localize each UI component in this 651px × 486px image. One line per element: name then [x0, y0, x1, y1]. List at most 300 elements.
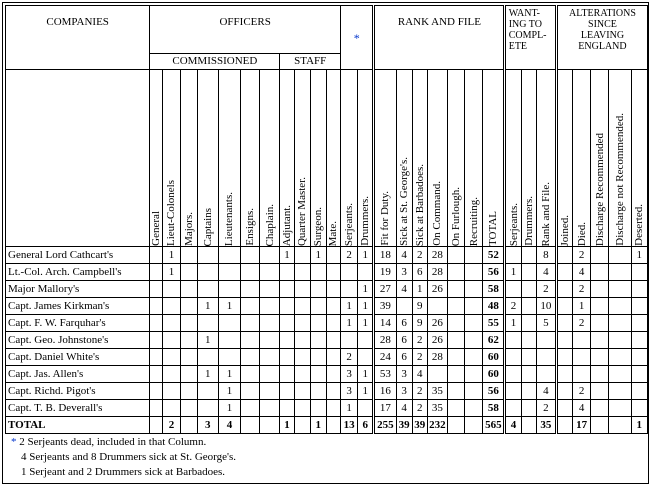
table-cell: [294, 332, 310, 349]
column-header: [294, 70, 310, 247]
table-cell: 1: [310, 417, 326, 434]
table-cell: [280, 400, 294, 417]
company-name: General Lord Cathcart's: [6, 247, 150, 264]
table-cell: 3: [396, 264, 412, 281]
table-cell: [280, 315, 294, 332]
table-cell: 6: [396, 315, 412, 332]
table-cell: [427, 366, 447, 383]
table-cell: [573, 366, 591, 383]
column-header-label: TOTAL: [487, 211, 500, 246]
table-cell: 56: [483, 383, 505, 400]
table-cell: [197, 281, 218, 298]
table-cell: [280, 264, 294, 281]
table-cell: [358, 332, 374, 349]
return-table: [5, 5, 648, 434]
table-cell: [326, 366, 340, 383]
column-header-label: Fit for Duty.: [379, 191, 392, 246]
table-cell: [591, 349, 609, 366]
table-row: [6, 366, 648, 383]
table-cell: [556, 417, 572, 434]
table-cell: 1: [631, 247, 647, 264]
table-cell: [609, 264, 631, 281]
table-cell: [260, 400, 280, 417]
table-cell: [180, 298, 197, 315]
table-cell: [310, 264, 326, 281]
footnote-3: 1 Serjeant and 2 Drummers sick at Barbadoes.: [21, 466, 226, 478]
table-cell: [180, 315, 197, 332]
table-cell: 2: [573, 247, 591, 264]
table-cell: [260, 264, 280, 281]
table-cell: [465, 298, 483, 315]
table-cell: [310, 332, 326, 349]
table-cell: [150, 417, 163, 434]
table-cell: [591, 400, 609, 417]
companies-col-blank: [6, 70, 150, 247]
table-cell: 52: [483, 247, 505, 264]
column-header-label: Rank and File.: [539, 181, 552, 246]
table-cell: [465, 366, 483, 383]
table-row: [6, 281, 648, 298]
table-cell: [180, 349, 197, 366]
column-header: [536, 70, 556, 247]
table-cell: [447, 332, 464, 349]
table-cell: [326, 247, 340, 264]
table-cell: [163, 349, 180, 366]
table-cell: 2: [536, 281, 556, 298]
table-cell: [631, 383, 647, 400]
table-cell: [260, 315, 280, 332]
column-header-label: Lieutenants.: [223, 191, 236, 246]
column-header-label: On Furlough.: [450, 186, 463, 246]
table-cell: 3: [197, 417, 218, 434]
table-cell: [260, 332, 280, 349]
table-cell: [447, 247, 464, 264]
table-cell: 48: [483, 298, 505, 315]
table-cell: [427, 298, 447, 315]
table-cell: [465, 349, 483, 366]
total-row: [6, 417, 648, 434]
table-cell: [180, 264, 197, 281]
table-cell: [241, 298, 260, 315]
column-header-label: Drummers.: [359, 196, 372, 246]
table-cell: [163, 383, 180, 400]
return-document: [2, 2, 649, 484]
alterations-header: ALTERATIONS SINCE LEAVING ENGLAND: [556, 6, 647, 70]
table-cell: 1: [197, 332, 218, 349]
table-cell: [556, 281, 572, 298]
table-cell: 2: [505, 298, 521, 315]
table-cell: 255: [374, 417, 396, 434]
table-cell: [609, 315, 631, 332]
table-cell: 26: [427, 281, 447, 298]
table-cell: [310, 383, 326, 400]
table-cell: [591, 366, 609, 383]
table-cell: [447, 400, 464, 417]
table-cell: [631, 366, 647, 383]
table-cell: [180, 366, 197, 383]
table-cell: [591, 383, 609, 400]
column-header-label: Joined.: [559, 214, 572, 246]
table-cell: [609, 383, 631, 400]
table-cell: 1: [163, 264, 180, 281]
company-name: Lt.-Col. Arch. Campbell's: [6, 264, 150, 281]
column-header-label: Died.: [575, 221, 588, 246]
table-cell: 2: [573, 315, 591, 332]
table-cell: [197, 247, 218, 264]
table-cell: 1: [631, 417, 647, 434]
column-header-label: Serjeants.: [343, 202, 356, 246]
table-cell: 4: [536, 383, 556, 400]
table-cell: [609, 247, 631, 264]
table-cell: 1: [358, 298, 374, 315]
table-cell: [609, 332, 631, 349]
column-header-label: Recruiting.: [467, 196, 480, 246]
table-cell: [294, 264, 310, 281]
table-cell: [280, 298, 294, 315]
table-row: [6, 383, 648, 400]
table-cell: [447, 298, 464, 315]
wanting-header: WANT-ING TO COMPL-ETE: [505, 6, 556, 70]
table-cell: 8: [536, 247, 556, 264]
companies-header: COMPANIES: [6, 6, 150, 70]
table-cell: 1: [341, 315, 358, 332]
column-header: [180, 70, 197, 247]
table-cell: [310, 366, 326, 383]
column-header: [260, 70, 280, 247]
table-cell: [150, 332, 163, 349]
table-cell: [310, 281, 326, 298]
table-cell: [180, 417, 197, 434]
table-cell: 3: [396, 383, 412, 400]
table-cell: [310, 298, 326, 315]
table-cell: [197, 349, 218, 366]
column-header: [631, 70, 647, 247]
table-cell: [218, 315, 240, 332]
table-cell: [294, 298, 310, 315]
table-cell: [573, 332, 591, 349]
table-cell: [218, 281, 240, 298]
table-cell: [465, 383, 483, 400]
table-cell: [465, 281, 483, 298]
table-cell: 4: [396, 247, 412, 264]
table-cell: 2: [412, 349, 427, 366]
table-cell: 2: [412, 383, 427, 400]
table-cell: 2: [341, 247, 358, 264]
table-cell: 4: [396, 281, 412, 298]
table-cell: [556, 400, 572, 417]
table-cell: 3: [341, 366, 358, 383]
table-cell: [326, 281, 340, 298]
table-cell: [326, 298, 340, 315]
table-cell: [280, 281, 294, 298]
table-cell: 1: [163, 247, 180, 264]
table-cell: [631, 264, 647, 281]
table-cell: [180, 383, 197, 400]
table-cell: [180, 281, 197, 298]
table-cell: [326, 332, 340, 349]
table-cell: 2: [412, 332, 427, 349]
table-cell: 565: [483, 417, 505, 434]
table-cell: [260, 247, 280, 264]
table-cell: [536, 366, 556, 383]
table-cell: [591, 315, 609, 332]
staff-header: STAFF: [280, 54, 341, 70]
table-row: [6, 349, 648, 366]
column-header: [374, 70, 396, 247]
column-header-label: Sick at St. George's.: [398, 157, 411, 246]
table-cell: 4: [218, 417, 240, 434]
table-cell: [447, 349, 464, 366]
table-cell: 1: [358, 247, 374, 264]
column-header: [310, 70, 326, 247]
table-cell: [294, 366, 310, 383]
table-cell: [241, 366, 260, 383]
table-cell: [218, 349, 240, 366]
table-cell: [241, 417, 260, 434]
table-cell: 27: [374, 281, 396, 298]
column-header: [326, 70, 340, 247]
table-cell: [294, 400, 310, 417]
table-cell: [521, 383, 536, 400]
table-cell: [326, 400, 340, 417]
table-cell: [197, 315, 218, 332]
table-cell: [447, 264, 464, 281]
table-cell: 26: [427, 332, 447, 349]
table-cell: [241, 332, 260, 349]
table-cell: [341, 332, 358, 349]
table-cell: [521, 298, 536, 315]
table-cell: [294, 349, 310, 366]
column-header-label: Lieut-Colonels: [165, 180, 178, 246]
table-cell: 60: [483, 366, 505, 383]
column-header: [483, 70, 505, 247]
table-cell: [218, 264, 240, 281]
table-cell: [326, 315, 340, 332]
column-header: [465, 70, 483, 247]
table-cell: 35: [427, 383, 447, 400]
column-header: [241, 70, 260, 247]
table-cell: [591, 332, 609, 349]
table-cell: [556, 383, 572, 400]
table-cell: [358, 349, 374, 366]
table-cell: 9: [412, 315, 427, 332]
table-cell: [163, 315, 180, 332]
table-cell: 1: [412, 281, 427, 298]
table-cell: [241, 247, 260, 264]
company-name: Major Mallory's: [6, 281, 150, 298]
table-cell: [591, 247, 609, 264]
table-cell: 2: [412, 400, 427, 417]
column-header-label: Chaplain.: [263, 203, 276, 246]
table-cell: [505, 400, 521, 417]
table-cell: [180, 400, 197, 417]
table-cell: 1: [218, 400, 240, 417]
table-cell: 2: [536, 400, 556, 417]
table-cell: [163, 298, 180, 315]
table-cell: [163, 332, 180, 349]
table-cell: [150, 315, 163, 332]
table-cell: [280, 366, 294, 383]
column-header-label: Discharge Recommended: [593, 132, 606, 246]
column-header: [427, 70, 447, 247]
table-cell: [447, 417, 464, 434]
company-name: Capt. F. W. Farquhar's: [6, 315, 150, 332]
table-cell: [447, 383, 464, 400]
company-name: Capt. Jas. Allen's: [6, 366, 150, 383]
table-cell: [556, 315, 572, 332]
table-cell: [631, 400, 647, 417]
table-cell: 28: [427, 247, 447, 264]
table-cell: [465, 264, 483, 281]
table-row: [6, 298, 648, 315]
table-cell: [180, 332, 197, 349]
table-cell: 35: [536, 417, 556, 434]
table-cell: [163, 366, 180, 383]
table-cell: 19: [374, 264, 396, 281]
table-cell: 53: [374, 366, 396, 383]
table-cell: 55: [483, 315, 505, 332]
table-cell: [326, 417, 340, 434]
commissioned-header: COMMISSIONED: [150, 54, 280, 70]
table-cell: [609, 417, 631, 434]
column-header-label: Deserted.: [633, 204, 646, 246]
column-header-label: General: [150, 211, 163, 246]
table-cell: [631, 315, 647, 332]
table-cell: 39: [374, 298, 396, 315]
table-cell: 28: [427, 349, 447, 366]
table-cell: [260, 417, 280, 434]
table-cell: [280, 332, 294, 349]
table-cell: [163, 400, 180, 417]
table-cell: 2: [573, 383, 591, 400]
table-cell: 1: [358, 366, 374, 383]
table-cell: 1: [280, 247, 294, 264]
table-cell: 1: [505, 264, 521, 281]
table-cell: 58: [483, 400, 505, 417]
table-cell: [280, 349, 294, 366]
table-cell: 4: [573, 264, 591, 281]
table-cell: [197, 383, 218, 400]
column-header: [573, 70, 591, 247]
table-cell: 58: [483, 281, 505, 298]
table-cell: 39: [412, 417, 427, 434]
company-name: Capt. Daniel White's: [6, 349, 150, 366]
column-header-label: Ensigns.: [244, 208, 257, 246]
table-cell: [465, 400, 483, 417]
table-cell: [241, 315, 260, 332]
table-cell: [163, 281, 180, 298]
table-cell: [260, 366, 280, 383]
table-cell: [521, 247, 536, 264]
column-header-label: Quarter Master.: [296, 176, 309, 246]
table-cell: 62: [483, 332, 505, 349]
table-cell: 1: [197, 366, 218, 383]
table-cell: [521, 264, 536, 281]
column-header: [556, 70, 572, 247]
table-cell: [150, 366, 163, 383]
table-cell: 28: [374, 332, 396, 349]
table-row: [6, 332, 648, 349]
table-cell: [521, 332, 536, 349]
table-row: [6, 247, 648, 264]
table-cell: [218, 332, 240, 349]
table-cell: 17: [374, 400, 396, 417]
table-cell: [260, 383, 280, 400]
column-header: [218, 70, 240, 247]
table-cell: 1: [358, 315, 374, 332]
table-cell: [358, 264, 374, 281]
table-cell: [591, 264, 609, 281]
table-cell: [465, 315, 483, 332]
table-cell: [505, 349, 521, 366]
column-header: [197, 70, 218, 247]
table-cell: [556, 247, 572, 264]
table-cell: [294, 417, 310, 434]
table-cell: [505, 281, 521, 298]
table-cell: [609, 298, 631, 315]
table-cell: [609, 400, 631, 417]
table-cell: 1: [358, 383, 374, 400]
table-cell: [591, 298, 609, 315]
table-cell: [241, 349, 260, 366]
table-cell: 1: [218, 298, 240, 315]
table-cell: [573, 349, 591, 366]
rank-and-file-header: RANK AND FILE: [374, 6, 505, 70]
column-header: [505, 70, 521, 247]
table-cell: 13: [341, 417, 358, 434]
table-cell: 1: [310, 247, 326, 264]
table-cell: [447, 315, 464, 332]
table-cell: [310, 315, 326, 332]
table-cell: 10: [536, 298, 556, 315]
table-cell: [218, 247, 240, 264]
table-cell: [280, 383, 294, 400]
table-cell: [150, 264, 163, 281]
column-header-label: Captains: [201, 207, 214, 246]
column-header: [163, 70, 180, 247]
table-cell: 6: [358, 417, 374, 434]
table-cell: [556, 298, 572, 315]
table-cell: [341, 264, 358, 281]
table-cell: [536, 332, 556, 349]
table-cell: [341, 281, 358, 298]
company-name: Capt. T. B. Deverall's: [6, 400, 150, 417]
table-cell: [536, 349, 556, 366]
column-header-label: Mate.: [327, 220, 340, 246]
table-cell: 6: [396, 332, 412, 349]
column-header: [521, 70, 536, 247]
table-cell: [609, 349, 631, 366]
table-cell: [180, 247, 197, 264]
table-cell: [241, 281, 260, 298]
table-cell: 60: [483, 349, 505, 366]
column-header-label: Adjutant.: [280, 204, 293, 246]
table-cell: 4: [573, 400, 591, 417]
star-header: [341, 6, 374, 70]
column-header: [412, 70, 427, 247]
table-cell: 1: [573, 298, 591, 315]
footnote-1: * 2 Serjeants dead, included in that Column.: [11, 436, 207, 448]
table-cell: [465, 417, 483, 434]
table-cell: 1: [280, 417, 294, 434]
company-name: Capt. Geo. Johnstone's: [6, 332, 150, 349]
column-header-label: On Command.: [431, 181, 444, 246]
table-cell: [150, 383, 163, 400]
column-header-label: Surgeon.: [312, 206, 325, 246]
column-header: [341, 70, 358, 247]
table-cell: [521, 417, 536, 434]
table-cell: [447, 366, 464, 383]
